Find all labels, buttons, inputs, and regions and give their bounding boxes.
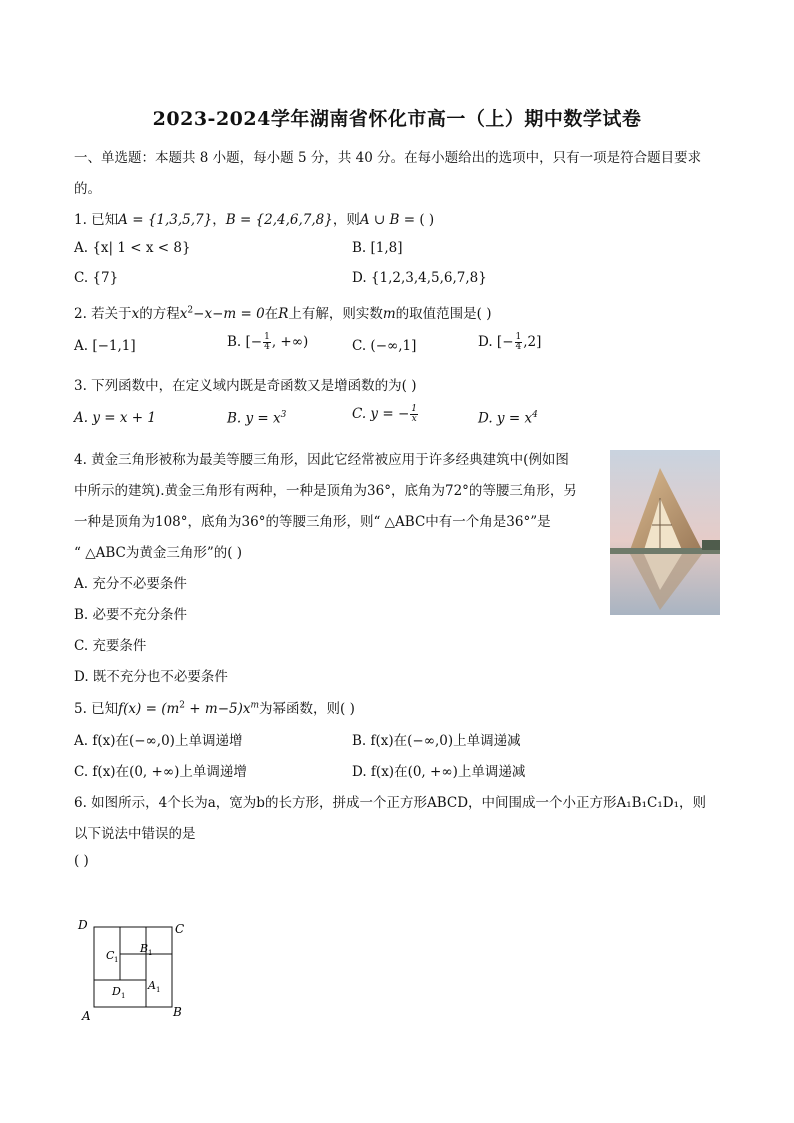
question-4-line2: 中所示的建筑).黄金三角形有两种，一种是顶角为36°，底角为72°的等腰三角形，另	[74, 483, 577, 499]
building-photo	[610, 450, 720, 615]
label-D1: D	[112, 985, 121, 998]
question-6-line1: 6. 如图所示，4个长为a，宽为b的长方形，拼成一个正方形ABCD，中间围成一个小正方形A₁B₁C₁D₁，则	[74, 795, 706, 811]
q3-option-a: A. y = x + 1	[74, 410, 156, 426]
q3-option-b: B. $y = x^3$	[227, 410, 287, 427]
section-heading-cont: 的。	[74, 181, 101, 197]
page-title: 2023-2024学年湖南省怀化市高一（上）期中数学试卷	[152, 108, 642, 130]
q3-option-c: C. y = − $\frac{1}{x}$	[352, 404, 417, 424]
rectangles-square-figure	[74, 915, 194, 1025]
outer-square	[94, 927, 172, 1007]
q5-option-d: D. f(x)在(0, +∞)上单调递减	[352, 764, 526, 780]
question-4-line4: “ △ABC为黄金三角形”的( )	[74, 545, 243, 561]
label-A1-sub: 1	[156, 986, 161, 994]
q5-option-a: A. f(x)在(−∞,0)上单调递增	[74, 733, 243, 749]
q1-option-c: C. {7}	[74, 270, 119, 286]
q5-option-b: B. f(x)在(−∞,0)上单调递减	[352, 733, 521, 749]
q4-option-d: D. 既不充分也不必要条件	[74, 669, 228, 685]
q4-option-b: B. 必要不充分条件	[74, 607, 188, 623]
label-A1: A	[148, 979, 156, 992]
square-diagram	[74, 915, 194, 1025]
q1-option-a: A. {x| 1 < x < 8}	[74, 240, 191, 256]
label-C: C	[175, 922, 185, 936]
golden-triangle-building-image	[610, 450, 720, 615]
label-B1: B	[140, 942, 149, 955]
label-D1-sub: 1	[121, 992, 126, 1000]
q1-option-b: B. [1,8]	[352, 240, 403, 256]
q2-option-d: D. [− $\frac{1}{4}$ ,2]	[478, 332, 542, 352]
label-C1: C	[106, 949, 115, 962]
question-4-line1: 4. 黄金三角形被称为最美等腰三角形，因此它经常被应用于许多经典建筑中(例如图	[74, 452, 569, 468]
q2-option-b: B. [− $\frac{1}{4}$ , +∞)	[227, 332, 309, 352]
question-6-line3: ( )	[74, 853, 89, 869]
q4-option-a: A. 充分不必要条件	[74, 576, 187, 592]
label-C1-sub: 1	[114, 956, 119, 964]
q2-option-c: C. (−∞,1]	[352, 338, 417, 354]
question-2-stem: 2. 若关于x的方程$x^2-x-m = 0$在R上有解，则实数m的取值范围是( )	[74, 305, 492, 322]
q3-option-d: D. $y = x^4$	[478, 410, 538, 427]
q4-option-c: C. 充要条件	[74, 638, 147, 654]
q1-option-d: D. {1,2,3,4,5,6,7,8}	[352, 270, 487, 286]
question-6-line2: 以下说法中错误的是	[74, 826, 196, 842]
question-1-stem: 1. 已知A = {1,3,5,7}，B = {2,4,6,7,8}，则A ∪ B = ( )	[74, 212, 435, 228]
label-D: D	[78, 918, 88, 932]
label-A: A	[82, 1009, 91, 1023]
label-B: B	[173, 1005, 182, 1019]
label-B1-sub: 1	[148, 949, 153, 957]
q5-option-c: C. f(x)在(0, +∞)上单调递增	[74, 764, 247, 780]
q2-option-a: A. [−1,1]	[74, 338, 136, 354]
question-4-line3: 一种是顶角为108°，底角为36°的等腰三角形，则“ △ABC中有一个角是36°”是	[74, 514, 551, 530]
section-heading: 一、单选题：本题共 8 小题，每小题 5 分，共 40 分。在每小题给出的选项中，只有一项是符合题目要求	[74, 150, 702, 166]
question-3-stem: 3. 下列函数中，在定义域内既是奇函数又是增函数的为( )	[74, 378, 417, 394]
question-5-stem: 5. 已知$f(x) = (m^2 + m-5)x^m$为幂函数，则( )	[74, 700, 355, 717]
